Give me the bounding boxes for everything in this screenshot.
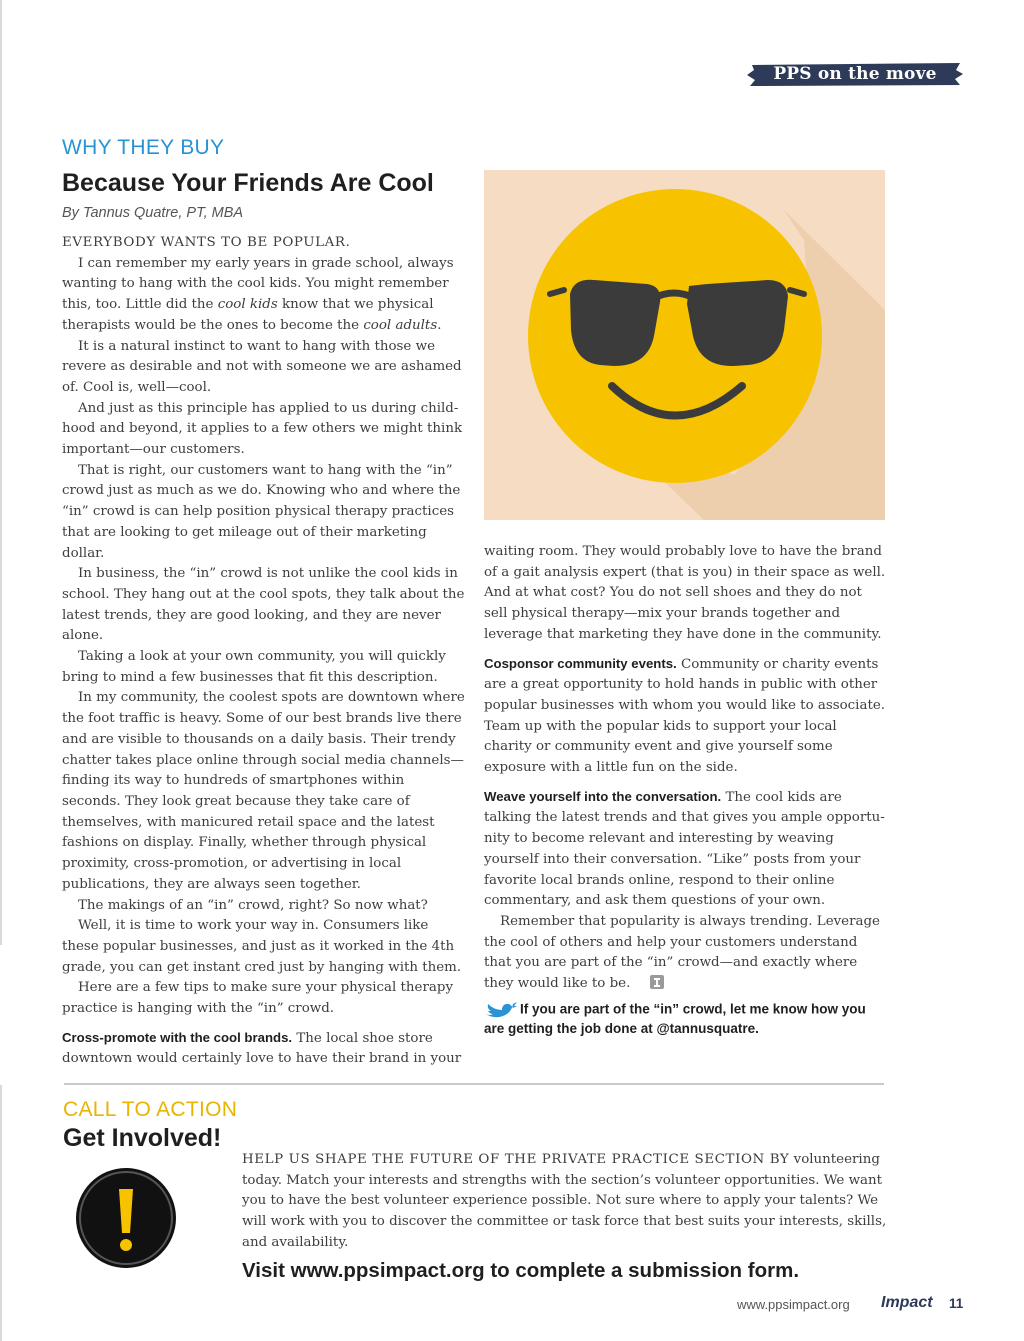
tip-cosponsor: Cosponsor community events. Community or charity events are a great opportunity to hold hands in public with other popular businesses with whom you would like to associate. Team up with the popular kids to support your local charity or community event and give yourself some exposure with a little fun on the side.	[484, 655, 885, 776]
cta-kicker: CALL TO ACTION	[63, 1098, 238, 1121]
article-title: Because Your Friends Are Cool	[62, 169, 434, 197]
tip-cross-promote-continued: waiting room. They would probably love to have the brand of a gait analysis expert (that is you) in their space as well. And at what cost? You do not sell shoes and they do not sell physical therapy—mix your brands together and leverage that marketing they have done in the community.	[484, 544, 886, 642]
page-edge-line	[0, 0, 2, 945]
article-column-right	[484, 542, 888, 995]
end-mark-icon	[634, 975, 648, 989]
paragraph: The makings of an “in” crowd, right? So now what?	[78, 897, 428, 913]
banner-label: PPS on the move	[773, 64, 937, 84]
tip-cross-promote: Cross-promote with the cool brands. The local shoe store downtown would certainly love to have their brand in your	[62, 1029, 462, 1067]
footer-website[interactable]: www.ppsimpact.org	[737, 1297, 850, 1312]
sunglasses-emoji-illustration	[484, 170, 885, 520]
article-kicker: WHY THEY BUY	[62, 136, 225, 159]
opening-line: EVERYBODY WANTS TO BE POPULAR.	[62, 235, 351, 250]
cta-title: Get Involved!	[63, 1124, 222, 1152]
article-byline: By Tannus Quatre, PT, MBA	[62, 205, 244, 221]
page-edge-line	[0, 1085, 2, 1341]
paragraph: That is right, our customers want to hang with the “in” crowd just as much as we do. Knowing who and where the “in” crowd is can help position physical therapy practices that are looking to get mileage out of their marketing dollar.	[62, 462, 461, 561]
paragraph: In business, the “in” crowd is not unlike the cool kids in school. They hang out at the cool spots, they talk about the latest trends, they are good looking, and they are never alone.	[62, 566, 465, 644]
tip-weave: Weave yourself into the conversation. The cool kids are talking the latest trends and that gives you ample opportunity to become relevant and interesting by weaving yourself into their conversation. “Like” posts from your favorite local brands online, respond to their online commentary, and ask them questions of your own.	[484, 788, 885, 909]
paragraph: Here are a few tips to make sure your physical therapy practice is hanging with the “in” crowd.	[62, 980, 454, 1017]
section-banner	[746, 61, 964, 87]
paragraph: Well, it is time to work your way in. Consumers like these popular businesses, and just as it worked in the 4th grade, you can get instant cred just by hanging with them.	[62, 918, 462, 975]
alert-exclamation-icon	[75, 1167, 177, 1269]
twitter-bird-icon	[484, 1000, 518, 1020]
paragraph: I can remember my early years in grade school, always wanting to hang with the cool kids. You might remember this, too. Little did the cool kids know that we physical therapists would be the ones to become the cool adults.	[62, 255, 454, 333]
page-number: 11	[949, 1296, 964, 1311]
footer-magazine-name: Impact	[881, 1294, 933, 1311]
paragraph: It is a natural instinct to want to hang with those we revere as desirable and not with someone we are ashamed of. Cool is, well—cool.	[62, 338, 462, 395]
section-divider	[64, 1083, 884, 1085]
paragraph: In my community, the coolest spots are downtown where the foot traffic is heavy. Some of our best brands live there and are visible to thousands on a daily basis. Their trendy chatter takes place online through social media channels—finding its way to hundreds of smartphones within seconds. They look great because they take care of themselves, with manicured retail space and the latest fashions on display. Finally, whether through physical proximity, cross-promotion, or advertising in local publications, they are always seen together.	[62, 690, 465, 892]
closing-paragraph: Remember that popularity is always trending. Leverage the cool of others and help your customers understand that you are part of the “in” crowd—and exactly where they would like to be.	[484, 913, 880, 992]
article-column-left	[62, 233, 465, 1070]
paragraph: And just as this principle has applied to us during childhood and beyond, it applies to a few others we might think important—our customers.	[62, 400, 463, 458]
cta-submission-link[interactable]: Visit www.ppsimpact.org to complete a submission form.	[242, 1259, 800, 1282]
twitter-callout: If you are part of the “in” crowd, let me know how you are getting the job done at @tannusquatre.	[484, 1001, 866, 1036]
cta-body: HELP US SHAPE THE FUTURE OF THE PRIVATE PRACTICE SECTION BY volunteering today. Match your interests and strengths with the section’s volunteer opportunities. We want you to have the best volunteer experience possible. Not sure where to apply your talents? We will work with you to discover the committee or task force that best suits your interests, skills, and availability.	[242, 1152, 887, 1250]
paragraph: Taking a look at your own community, you will quickly bring to mind a few businesses that fit this description.	[62, 649, 446, 685]
